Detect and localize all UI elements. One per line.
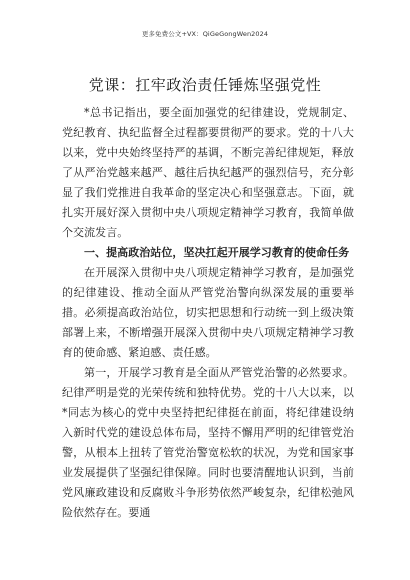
body-paragraph: 第一，开展学习教育是全面从严管党治警的必然要求。纪律严明是党的光荣传统和独特优势。党的十八大以来，以*同志为核心的党中央坚持把纪律挺在前面，将纪律建设纳入新时代党的建设总体布局，坚持不懈用严明的纪律管党治警，从根本上扭转了管党治警宽松软的状况，为党和国家事业发展提供了坚强纪律保障。同时也要清醒地认识到，当前党风廉政建设和反腐败斗争形势依然严峻复杂，纪律松弛风险依然存在。要通 [62, 366, 354, 519]
page-title: 党课：扛牢政治责任锤炼坚强党性 [88, 76, 322, 94]
section-heading: 一、提高政治站位，坚决扛起开展学习教育的使命任务 [84, 246, 350, 259]
body-paragraph: 在开展深入贯彻中央八项规定精神学习教育，是加强党的纪律建设、推动全面从严管党治警向纵深发展的重要举措。必须提高政治站位，切实把思想和行动统一到上级决策部署上来，不断增强开展深入贯彻中央八项规定精神学习教育的使命感、紧迫感、责任感。 [62, 266, 354, 359]
document-body [62, 103, 354, 523]
header-note: 更多免费公文+VX：QiGeGongWen2024 [141, 30, 269, 38]
intro-paragraph: *总书记指出，要全面加强党的纪律建设，党规制定、党纪教育、执纪监督全过程都要贯彻严的要求。党的十八大以来，党中央始终坚持严的基调，不断完善纪律规矩，释放了从严治党越来越严、越往后执纪越严的强烈信号，充分彰显了我们党推进自我革命的坚定决心和坚强意志。下面，就扎实开展好深入贯彻中央八项规定精神学习教育，我简单做个交流发言。 [62, 106, 354, 239]
